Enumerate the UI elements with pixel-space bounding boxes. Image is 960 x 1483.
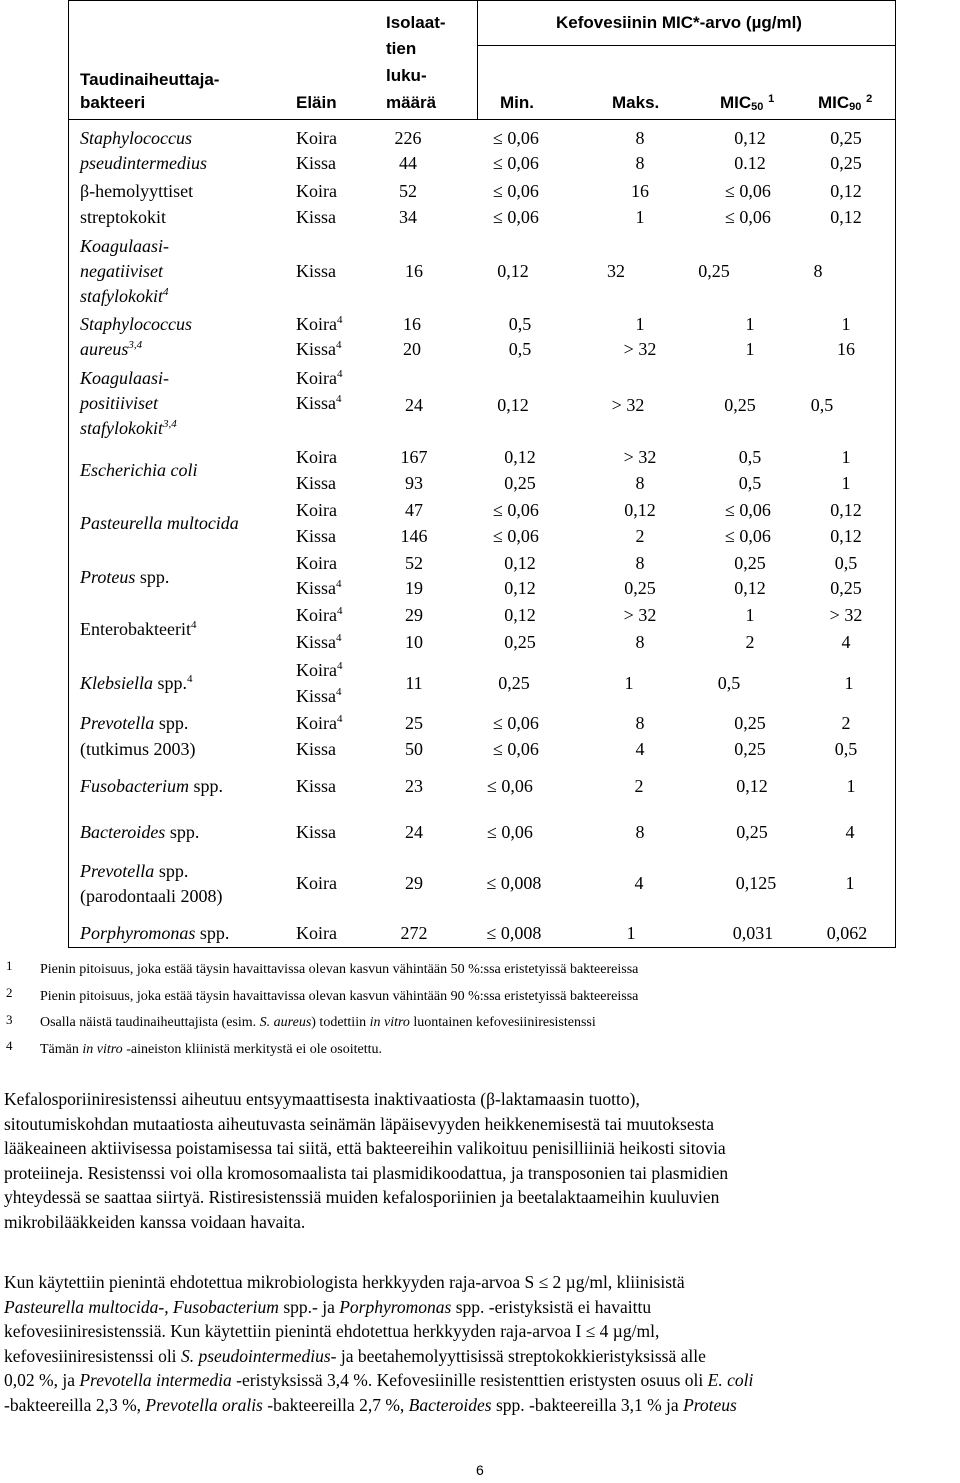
row12-mic50: 0,12 <box>736 776 768 796</box>
row11-count-2: 50 <box>405 739 423 759</box>
row2-mic50-2: ≤ 0,06 <box>725 207 771 227</box>
row5-mic90: 0,5 <box>810 395 834 415</box>
row1-mic90-2: 0,25 <box>830 153 862 173</box>
row6-animal-1: Koira <box>296 447 337 467</box>
row6-mic50-1: 0,5 <box>738 447 762 467</box>
row7-animal-1: Koira <box>296 500 337 520</box>
row13-name: Bacteroides spp. <box>80 822 200 842</box>
row13-mic50: 0,25 <box>736 822 768 842</box>
footnote-2-number: 2 <box>6 985 13 1000</box>
header-divider <box>477 0 478 119</box>
row5-name-3: stafylokokit$^{3,4}$ <box>80 418 177 438</box>
paragraph2-line: 0,02 %, ja Prevotella intermedia -eristyksissä 3,4 %. Kefovesiinille resistenttien eristysten osuus oli E. coli <box>4 1370 754 1390</box>
row12-min: ≤ 0,06 <box>487 776 533 796</box>
paragraph2-line: Pasteurella multocida-, Fusobacterium spp.- ja Porphyromonas spp. -eristyksistä ei havaittu <box>4 1296 652 1317</box>
row12-name: Fusobacterium spp. <box>80 776 223 796</box>
paragraph-breakpoints <box>4 1270 956 1417</box>
row8-animal-2: Kissa$^4$ <box>296 578 342 598</box>
row5-max: > 32 <box>611 395 645 415</box>
paragraph1-line: yhteydessä se saattaa siirtyä. Ristiresistenssiä muiden kefalosporiinien ja beetalaktaameihin kuuluvien <box>4 1187 720 1207</box>
row8-count-1: 52 <box>405 553 423 573</box>
header-min: Min. <box>500 93 534 112</box>
paragraph1-line: sitoutumiskohdan mutaatiosta aiheutuvasta seinämän läpäisevyyden heikkenemisestä tai muutoksesta <box>4 1113 715 1134</box>
row13-count: 24 <box>405 822 423 842</box>
row3-mic90: 8 <box>813 261 823 281</box>
paragraph2-line: -bakteereilla 2,3 %, Prevotella oralis -bakteereilla 2,7 %, Bacteroides spp. -bakteereilla 3,1 % ja Proteus <box>4 1394 737 1415</box>
row1-animal-1: Koira <box>296 128 337 148</box>
row3-name-2: negatiiviset <box>80 261 163 281</box>
row9-animal-2: Kissa$^4$ <box>296 632 342 652</box>
row5-min: 0,12 <box>497 395 529 415</box>
row11-max-2: 4 <box>635 739 645 759</box>
row1-mic50-2: 0.12 <box>734 153 766 173</box>
row7-max-2: 2 <box>635 526 645 546</box>
row10-mic90: 1 <box>844 673 854 693</box>
row15-count: 272 <box>400 923 428 943</box>
row3-mic50: 0,25 <box>698 261 730 281</box>
row11-name-1: Prevotella spp. <box>80 713 189 733</box>
row4-mic50-2: 1 <box>745 339 755 359</box>
row7-min-1: ≤ 0,06 <box>493 500 539 520</box>
row9-max-2: 8 <box>635 632 645 652</box>
row8-min-1: 0,12 <box>504 553 536 573</box>
row15-mic50: 0,031 <box>732 923 774 943</box>
row14-max: 4 <box>634 873 644 893</box>
row9-animal-1: Koira$^4$ <box>296 605 343 625</box>
row10-name: Klebsiella spp.$^4$ <box>80 673 193 693</box>
row9-count-1: 29 <box>405 605 423 625</box>
row6-max-1: > 32 <box>623 447 657 467</box>
row8-mic50-2: 0,12 <box>734 578 766 598</box>
row7-min-2: ≤ 0,06 <box>493 526 539 546</box>
row7-animal-2: Kissa <box>296 526 336 546</box>
header-count-3: luku- <box>386 66 427 85</box>
row11-mic50-2: 0,25 <box>734 739 766 759</box>
paragraph2-line: Kun käytettiin pienintä ehdotettua mikrobiologista herkkyyden raja-arvoa S ≤ 2 µg/ml, kliinisistä <box>4 1272 685 1292</box>
row6-name: Escherichia coli <box>80 460 198 480</box>
row5-name-2: positiiviset <box>80 393 158 413</box>
paragraph1-line: lääkeaineen aktiivisessa poistamisessa tai siitä, että bakteereihin valikoituu penisilliiniä heikosti sitovia <box>4 1138 726 1158</box>
row9-mic90-2: 4 <box>841 632 851 652</box>
row13-min: ≤ 0,06 <box>487 822 533 842</box>
row8-max-1: 8 <box>635 553 645 573</box>
row3-name-3: stafylokokit$^4$ <box>80 286 169 306</box>
row6-min-2: 0,25 <box>504 473 536 493</box>
row2-animal-1: Koira <box>296 181 337 201</box>
row9-mic50-2: 2 <box>745 632 755 652</box>
paragraph1-line: Kefalosporiiniresistenssi aiheutuu entsyymaattisesta inaktivaatiosta (β-laktamaasin tuotto), <box>4 1089 640 1109</box>
paragraph-resistance-mechanism <box>4 1087 956 1234</box>
row12-mic90: 1 <box>846 776 856 796</box>
row15-min: ≤ 0,008 <box>486 923 542 943</box>
row11-name-2: (tutkimus 2003) <box>80 739 196 759</box>
header-group-title: Kefovesiinin MIC*-arvo (µg/ml) <box>556 13 802 32</box>
row7-mic50-2: ≤ 0,06 <box>725 526 771 546</box>
row5-mic50: 0,25 <box>724 395 756 415</box>
row8-mic50-1: 0,25 <box>734 553 766 573</box>
paragraph1-line: mikrobilääkkeiden kanssa voidaan havaita. <box>4 1211 306 1232</box>
row3-max: 32 <box>607 261 625 281</box>
row4-max-1: 1 <box>635 314 645 334</box>
row10-min: 0,25 <box>498 673 530 693</box>
row15-animal: Koira <box>296 923 337 943</box>
row5-count: 24 <box>405 395 423 415</box>
row5-name-1: Koagulaasi- <box>80 368 170 388</box>
row5-animal-2: Kissa$^4$ <box>296 393 342 413</box>
row11-min-2: ≤ 0,06 <box>493 739 539 759</box>
row11-count-1: 25 <box>405 713 423 733</box>
paragraph2-line: kefovesiiniresistenssiä. Kun käytettiin pienintä ehdotettua herkkyyden raja-arvoa I ≤ 4 µg/ml, <box>4 1321 660 1341</box>
footnote-2: Pienin pitoisuus, joka estää täysin havaittavissa olevan kasvun vähintään 90 %:ssa eristetyissä bakteereissa <box>40 989 639 1004</box>
row8-name: Proteus spp. <box>80 567 170 587</box>
row7-max-1: 0,12 <box>624 500 656 520</box>
row11-mic90-1: 2 <box>841 713 851 733</box>
row6-min-1: 0,12 <box>504 447 536 467</box>
row14-name-2: (parodontaali 2008) <box>80 886 223 906</box>
row8-count-2: 19 <box>405 578 423 598</box>
row9-mic50-1: 1 <box>745 605 755 625</box>
row14-mic90: 1 <box>845 873 855 893</box>
row2-animal-2: Kissa <box>296 207 336 227</box>
row1-mic50-1: 0,12 <box>734 128 766 148</box>
row4-animal-1: Koira$^4$ <box>296 314 343 334</box>
header-bacteria-1: Taudinaiheuttaja- <box>80 70 220 89</box>
row1-animal-2: Kissa <box>296 153 336 173</box>
row2-mic50-1: ≤ 0,06 <box>725 181 771 201</box>
row3-name-1: Koagulaasi- <box>80 236 170 256</box>
row14-mic50: 0,125 <box>735 873 777 893</box>
row3-animal: Kissa <box>296 261 336 281</box>
row1-count-2: 44 <box>399 153 417 173</box>
row2-max-1: 16 <box>631 181 649 201</box>
row13-max: 8 <box>635 822 645 842</box>
row4-count-1: 16 <box>403 314 421 334</box>
row6-count-1: 167 <box>400 447 428 467</box>
row1-mic90-1: 0,25 <box>830 128 862 148</box>
row2-count-1: 52 <box>399 181 417 201</box>
row1-min-2: ≤ 0,06 <box>493 153 539 173</box>
row8-max-2: 0,25 <box>624 578 656 598</box>
header-bacteria-2: bakteeri <box>80 93 146 112</box>
row2-min-2: ≤ 0,06 <box>493 207 539 227</box>
row9-count-2: 10 <box>405 632 423 652</box>
row12-max: 2 <box>634 776 644 796</box>
paragraph2-line: kefovesiiniresistenssi oli S. pseudointermedius- ja beetahemolyyttisissä streptokokkieristyksissä alle <box>4 1345 706 1366</box>
row6-animal-2: Kissa <box>296 473 336 493</box>
row8-mic90-1: 0,5 <box>834 553 858 573</box>
row1-min-1: ≤ 0,06 <box>493 128 539 148</box>
row7-name: Pasteurella multocida <box>80 513 239 533</box>
row4-animal-2: Kissa$^4$ <box>296 339 342 359</box>
row11-max-1: 8 <box>635 713 645 733</box>
page-number: 6 <box>476 1462 484 1478</box>
row8-mic90-2: 0,25 <box>830 578 862 598</box>
row10-animal-1: Koira$^4$ <box>296 660 343 680</box>
header-count-4: määrä <box>386 93 437 112</box>
row11-animal-1: Koira$^4$ <box>296 713 343 733</box>
row10-mic50: 0,5 <box>717 673 741 693</box>
row4-max-2: > 32 <box>623 339 657 359</box>
row6-mic50-2: 0,5 <box>738 473 762 493</box>
footnote-3-number: 3 <box>6 1012 13 1027</box>
row1-max-2: 8 <box>635 153 645 173</box>
header-mic90: $MIC_{90}$ $^2$ <box>818 93 873 113</box>
row2-mic90-1: 0,12 <box>830 181 862 201</box>
row14-animal: Koira <box>296 873 337 893</box>
row14-count: 29 <box>405 873 423 893</box>
row9-min-2: 0,25 <box>504 632 536 652</box>
footnote-1: Pienin pitoisuus, joka estää täysin havaittavissa olevan kasvun vähintään 50 %:ssa eristetyissä bakteereissa <box>40 962 639 977</box>
header-group-divider <box>477 45 896 46</box>
row6-mic90-2: 1 <box>841 473 851 493</box>
row14-name-1: Prevotella spp. <box>80 861 189 881</box>
row1-count-1: 226 <box>394 128 422 148</box>
row1-name-1: Staphylococcus <box>80 128 192 148</box>
row11-min-1: ≤ 0,06 <box>493 713 539 733</box>
row2-name-2: streptokokit <box>80 207 166 227</box>
header-count-1: Isolaat- <box>386 13 446 32</box>
row7-count-2: 146 <box>400 526 428 546</box>
header-bottom-rule <box>68 119 896 120</box>
row4-count-2: 20 <box>403 339 421 359</box>
row3-min: 0,12 <box>497 261 529 281</box>
header-animal: Eläin <box>296 93 337 112</box>
row12-count: 23 <box>405 776 423 796</box>
row4-name-2: aureus$^{3,4}$ <box>80 339 143 359</box>
row15-name: Porphyromonas spp. <box>80 923 230 943</box>
header-max: Maks. <box>612 93 660 112</box>
row2-min-1: ≤ 0,06 <box>493 181 539 201</box>
row5-animal-1: Koira$^4$ <box>296 368 343 388</box>
row10-max: 1 <box>624 673 634 693</box>
row8-min-2: 0,12 <box>504 578 536 598</box>
row6-count-2: 93 <box>405 473 423 493</box>
row15-max: 1 <box>626 923 636 943</box>
row11-animal-2: Kissa <box>296 739 336 759</box>
row1-max-1: 8 <box>635 128 645 148</box>
row10-count: 11 <box>405 673 423 693</box>
row9-mic90-1: > 32 <box>829 605 863 625</box>
row9-min-1: 0,12 <box>504 605 536 625</box>
row8-animal-1: Koira <box>296 553 337 573</box>
row13-mic90: 4 <box>845 822 855 842</box>
row4-min-2: 0,5 <box>508 339 532 359</box>
row2-mic90-2: 0,12 <box>830 207 862 227</box>
paragraph1-line: proteiineja. Resistenssi voi olla kromosomaalista tai plasmidikoodattua, ja transposonien tai plasmidien <box>4 1162 729 1183</box>
row11-mic90-2: 0,5 <box>834 739 858 759</box>
row12-animal: Kissa <box>296 776 336 796</box>
row11-mic50-1: 0,25 <box>734 713 766 733</box>
footnote-3: Osalla näistä taudinaiheuttajista (esim. S. aureus) todettiin in vitro luontainen kefovesiiniresistenssi <box>40 1015 596 1030</box>
row2-max-2: 1 <box>635 207 645 227</box>
row6-mic90-1: 1 <box>841 447 851 467</box>
row13-animal: Kissa <box>296 822 336 842</box>
row4-name-1: Staphylococcus <box>80 314 192 334</box>
footnote-4: Tämän in vitro -aineiston kliinistä merkitystä ei ole osoitettu. <box>40 1042 383 1057</box>
row7-count-1: 47 <box>405 500 423 520</box>
row4-mic90-2: 16 <box>837 339 855 359</box>
row14-min: ≤ 0,008 <box>486 873 542 893</box>
footnote-1-number: 1 <box>6 958 13 973</box>
footnote-4-number: 4 <box>6 1038 13 1053</box>
row7-mic90-1: 0,12 <box>830 500 862 520</box>
row4-min-1: 0,5 <box>508 314 532 334</box>
row4-mic50-1: 1 <box>745 314 755 334</box>
row2-name-1: β-hemolyyttiset <box>80 181 194 201</box>
row6-max-2: 8 <box>635 473 645 493</box>
row4-mic90-1: 1 <box>841 314 851 334</box>
row7-mic90-2: 0,12 <box>830 526 862 546</box>
row9-name: Enterobakteerit$^4$ <box>80 619 197 639</box>
row1-name-2: pseudintermedius <box>80 153 207 173</box>
header-count-2: tien <box>386 39 417 58</box>
row7-mic50-1: ≤ 0,06 <box>725 500 771 520</box>
row10-animal-2: Kissa$^4$ <box>296 686 342 706</box>
header-mic50: $MIC_{50}$ $^1$ <box>720 93 775 113</box>
row2-count-2: 34 <box>399 207 417 227</box>
row15-mic90: 0,062 <box>826 923 868 943</box>
row9-max-1: > 32 <box>623 605 657 625</box>
row3-count: 16 <box>405 261 423 281</box>
